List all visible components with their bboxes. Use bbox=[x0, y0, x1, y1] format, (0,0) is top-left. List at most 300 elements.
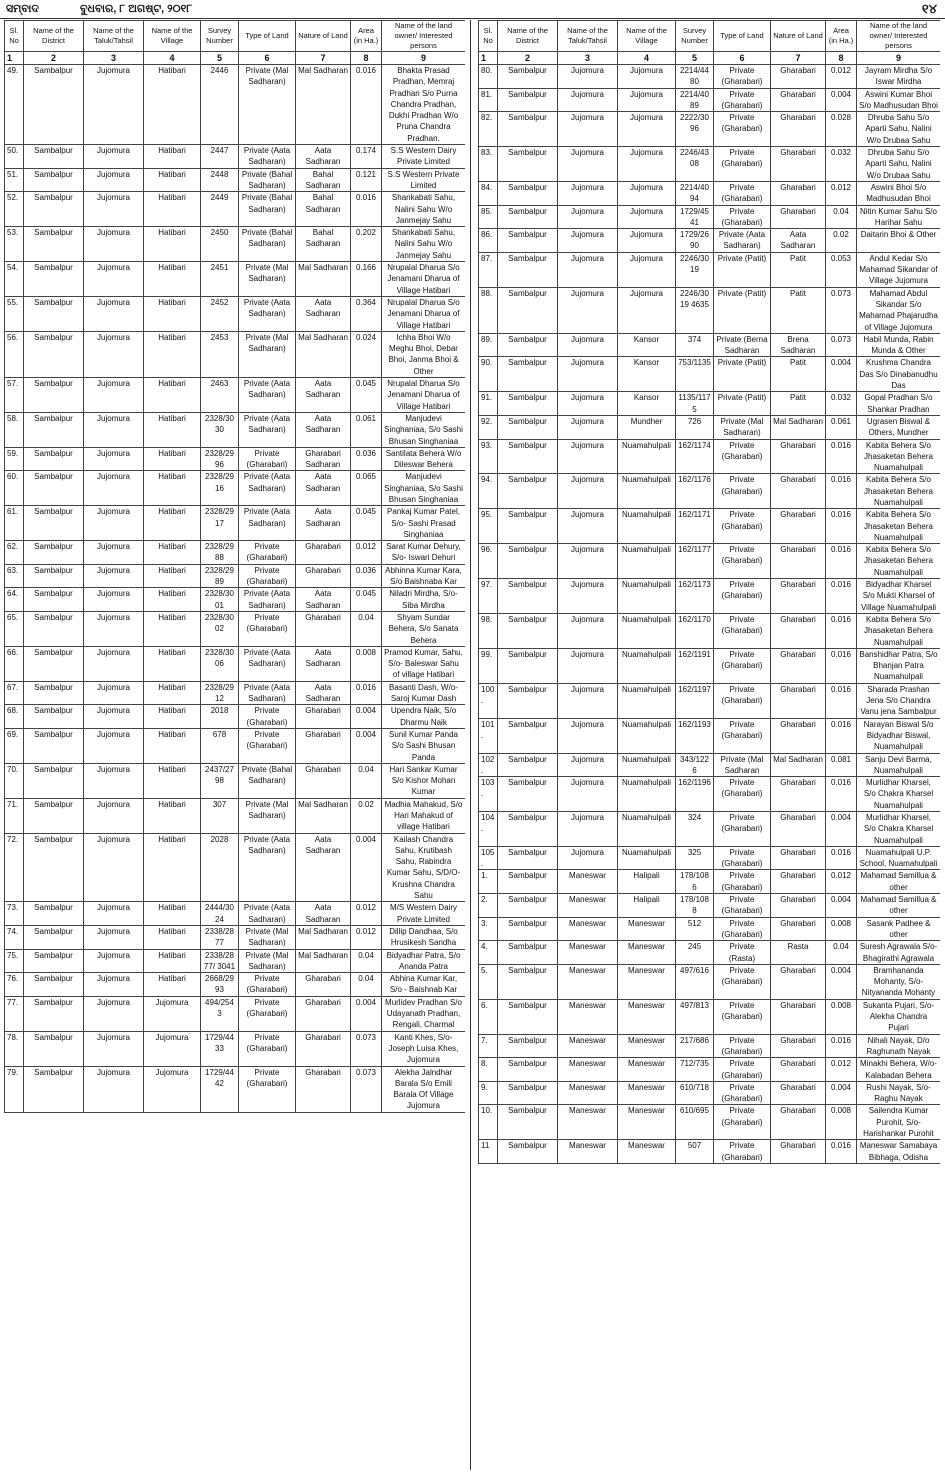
cell-tahsil: Maneswar bbox=[558, 1058, 618, 1082]
cell-land-nature: Gharabari bbox=[771, 65, 826, 89]
cell-area: 0.016 bbox=[826, 509, 857, 544]
header-village: Name of the Village bbox=[618, 21, 676, 52]
cell-land-type: Private (Mal Sadharan) bbox=[239, 798, 296, 833]
cell-survey-number: 2328/2917 bbox=[201, 506, 239, 541]
cell-village: Hatibari bbox=[144, 902, 201, 926]
header-land-type: Type of Land bbox=[714, 21, 771, 52]
cell-sl-no: 54. bbox=[5, 262, 24, 297]
cell-village: Maneswar bbox=[618, 1140, 676, 1164]
cell-tahsil: Jujomura bbox=[84, 833, 144, 902]
cell-survey-number: 162/1171 bbox=[676, 509, 714, 544]
cell-sl-no: 8. bbox=[479, 1058, 498, 1082]
cell-area: 0.174 bbox=[351, 145, 382, 169]
cell-area: 0.016 bbox=[826, 439, 857, 474]
cell-land-type: Private (Patit) bbox=[714, 252, 771, 287]
cell-village: Nuamahulpali bbox=[618, 613, 676, 648]
table-row bbox=[479, 999, 941, 1034]
cell-village: Nuamahulpali bbox=[618, 846, 676, 870]
cell-tahsil: Jujomura bbox=[558, 181, 618, 205]
cell-survey-number: 2328/2988 bbox=[201, 541, 239, 565]
cell-owner: Mahamad Samillua & other bbox=[857, 870, 941, 894]
cell-district: Sambalpur bbox=[24, 1031, 84, 1066]
cell-tahsil: Jujomura bbox=[558, 812, 618, 847]
cell-owner: Manjudevi Singhaniaa, S/o Sashi Bhusan Singhaniaa bbox=[382, 412, 466, 447]
cell-land-type: Private (Gharabari) bbox=[714, 812, 771, 847]
cell-district: Sambalpur bbox=[24, 611, 84, 646]
cell-village: Hatibari bbox=[144, 611, 201, 646]
cell-land-type: Private (Gharabari) bbox=[714, 1105, 771, 1140]
table-row bbox=[5, 447, 466, 471]
cell-land-type: Private (Aata Sadharan) bbox=[239, 296, 296, 331]
cell-sl-no: 79. bbox=[5, 1066, 24, 1112]
cell-district: Sambalpur bbox=[24, 973, 84, 997]
cell-tahsil: Jujomura bbox=[558, 683, 618, 718]
cell-owner: Minakhi Behera, W/o- Kalabadan Behera bbox=[857, 1058, 941, 1082]
cell-land-nature: Brena Sadharan bbox=[771, 333, 826, 357]
cell-sl-no: 100. bbox=[479, 683, 498, 718]
cell-land-type: Private (Gharabari) bbox=[714, 205, 771, 229]
cell-owner: Andul Kedar S/o Mahamad Sikandar of Village Jujomura bbox=[857, 252, 941, 287]
cell-owner: Narayan Biswal S/o Bidyadhar Biswal, Nuamahulpali bbox=[857, 718, 941, 753]
table-row bbox=[5, 506, 466, 541]
cell-district: Sambalpur bbox=[498, 812, 558, 847]
page-number: ୧୪ bbox=[921, 1, 937, 16]
cell-sl-no: 75. bbox=[5, 949, 24, 973]
cell-sl-no: 1. bbox=[479, 870, 498, 894]
cell-land-type: Private (Mal Sadharan) bbox=[239, 925, 296, 949]
cell-land-type: Private (Gharabari) bbox=[714, 894, 771, 918]
cell-tahsil: Jujomura bbox=[558, 252, 618, 287]
header-survey-number: Survey Number bbox=[676, 21, 714, 52]
cell-land-type: Private (Gharabari) bbox=[714, 964, 771, 999]
cell-land-nature: Gharabari bbox=[771, 1140, 826, 1164]
cell-survey-number: 2449 bbox=[201, 192, 239, 227]
cell-owner: Aswini Kumar Bhoi S/o Madhusudan Bhoi bbox=[857, 88, 941, 112]
cell-sl-no: 87. bbox=[479, 252, 498, 287]
cell-land-nature: Mal Sadharan bbox=[296, 262, 351, 297]
cell-land-type: Private (Gharabari) bbox=[714, 1140, 771, 1164]
cell-village: Jujomura bbox=[618, 88, 676, 112]
left-column bbox=[4, 20, 465, 1470]
right-column bbox=[478, 20, 940, 1470]
cell-area: 0.012 bbox=[826, 870, 857, 894]
table-row bbox=[5, 833, 466, 902]
cell-sl-no: 91. bbox=[479, 392, 498, 416]
cell-owner: Nihali Nayak, D/o Raghunath Nayak bbox=[857, 1034, 941, 1058]
cell-village: Hatibari bbox=[144, 262, 201, 297]
cell-village: Hatibari bbox=[144, 192, 201, 227]
cell-survey-number: 1729/4541 bbox=[676, 205, 714, 229]
cell-district: Sambalpur bbox=[498, 1058, 558, 1082]
cell-owner: Maneswar Samabaya Bibhaga, Odisha bbox=[857, 1140, 941, 1164]
cell-land-type: Private (Bahal Sadharan) bbox=[239, 168, 296, 192]
cell-area: 0.073 bbox=[351, 1066, 382, 1112]
cell-land-nature: Aata Sadharan bbox=[296, 588, 351, 612]
cell-sl-no: 63. bbox=[5, 564, 24, 588]
cell-area: 0.04 bbox=[826, 941, 857, 965]
cell-area: 0.004 bbox=[826, 812, 857, 847]
cell-district: Sambalpur bbox=[498, 357, 558, 392]
cell-village: Nuamahulpali bbox=[618, 509, 676, 544]
table-row bbox=[5, 705, 466, 729]
cell-sl-no: 77. bbox=[5, 996, 24, 1031]
cell-area: 0.036 bbox=[351, 447, 382, 471]
cell-land-nature: Gharabari bbox=[771, 648, 826, 683]
cell-area: 0.012 bbox=[351, 925, 382, 949]
cell-survey-number: 2328/3030 bbox=[201, 412, 239, 447]
cell-owner: Shankabati Sahu, Nalini Sahu W/o Janmejay Sahu bbox=[382, 192, 466, 227]
cell-tahsil: Jujomura bbox=[558, 65, 618, 89]
cell-tahsil: Maneswar bbox=[558, 1105, 618, 1140]
cell-land-nature: Patit bbox=[771, 252, 826, 287]
cell-district: Sambalpur bbox=[24, 412, 84, 447]
cell-owner: Kabita Behera S/o Jhasaketan Behera Nuamahulpali bbox=[857, 474, 941, 509]
cell-owner: Abhina Kumar Kar, S/o - Baishnab Kar bbox=[382, 973, 466, 997]
table-row bbox=[479, 181, 941, 205]
cell-survey-number: 2448 bbox=[201, 168, 239, 192]
cell-area: 0.016 bbox=[351, 192, 382, 227]
cell-tahsil: Jujomura bbox=[84, 412, 144, 447]
cell-survey-number: 162/1176 bbox=[676, 474, 714, 509]
cell-tahsil: Maneswar bbox=[558, 1034, 618, 1058]
cell-area: 0.016 bbox=[826, 579, 857, 614]
cell-owner: Hari Sankar Kumar S/o Kishor Mohan Kumar bbox=[382, 763, 466, 798]
cell-survey-number: 2328/2916 bbox=[201, 471, 239, 506]
cell-land-nature: Mal Sadharan bbox=[771, 753, 826, 777]
cell-area: 0.004 bbox=[826, 88, 857, 112]
cell-village: Maneswar bbox=[618, 964, 676, 999]
cell-village: Hatibari bbox=[144, 705, 201, 729]
cell-tahsil: Jujomura bbox=[558, 579, 618, 614]
cell-owner: Dillip Dandhaa, S/o Hrusikesh Sandha bbox=[382, 925, 466, 949]
cell-sl-no: 10. bbox=[479, 1105, 498, 1140]
cell-owner: Sunil Kumar Panda S/o Sashi Bhusan Panda bbox=[382, 728, 466, 763]
cell-sl-no: 81. bbox=[479, 88, 498, 112]
header-tahsil: Name of the Taluk/Tahsil bbox=[84, 21, 144, 52]
cell-district: Sambalpur bbox=[498, 999, 558, 1034]
header-land-nature: Nature of Land bbox=[296, 21, 351, 52]
cell-survey-number: 2328/2912 bbox=[201, 681, 239, 705]
cell-sl-no: 102. bbox=[479, 753, 498, 777]
cell-tahsil: Jujomura bbox=[84, 902, 144, 926]
cell-sl-no: 101. bbox=[479, 718, 498, 753]
cell-land-nature: Gharabari bbox=[296, 564, 351, 588]
cell-district: Sambalpur bbox=[24, 925, 84, 949]
cell-district: Sambalpur bbox=[24, 331, 84, 377]
table-row bbox=[479, 474, 941, 509]
table-row bbox=[479, 964, 941, 999]
cell-area: 0.073 bbox=[826, 287, 857, 333]
cell-tahsil: Jujomura bbox=[558, 648, 618, 683]
cell-land-type: Private (Gharabari) bbox=[239, 1031, 296, 1066]
cell-village: Mundher bbox=[618, 415, 676, 439]
cell-district: Sambalpur bbox=[24, 447, 84, 471]
cell-owner: Nrupalal Dharua S/o Jenamani Dharua of Village Hatibari bbox=[382, 296, 466, 331]
cell-area: 0.008 bbox=[826, 917, 857, 941]
cell-owner: Manjudevi Singhaniaa, S/o Sashi Bhusan Singhaniaa bbox=[382, 471, 466, 506]
cell-sl-no: 2. bbox=[479, 894, 498, 918]
column-number: 9 bbox=[382, 52, 466, 65]
cell-area: 0.053 bbox=[826, 252, 857, 287]
cell-land-type: Private (Patit) bbox=[714, 287, 771, 333]
column-number: 6 bbox=[714, 52, 771, 65]
cell-district: Sambalpur bbox=[498, 439, 558, 474]
cell-village: Hatibari bbox=[144, 296, 201, 331]
cell-land-type: Private (Gharabari) bbox=[714, 509, 771, 544]
cell-sl-no: 103. bbox=[479, 777, 498, 812]
cell-land-type: Private (Gharabari) bbox=[714, 181, 771, 205]
cell-tahsil: Jujomura bbox=[558, 392, 618, 416]
cell-tahsil: Jujomura bbox=[84, 728, 144, 763]
cell-village: Nuamahulpali bbox=[618, 777, 676, 812]
cell-owner: Banshidhar Patra, S/o Bhanjan Patra Nuamahulpali bbox=[857, 648, 941, 683]
cell-land-type: Private (Gharabari) bbox=[714, 999, 771, 1034]
cell-survey-number: 178/1088 bbox=[676, 894, 714, 918]
cell-owner: Kanti Khes, S/o- Joseph Luisa Khes, Jujomura bbox=[382, 1031, 466, 1066]
cell-area: 0.016 bbox=[826, 1034, 857, 1058]
cell-area: 0.004 bbox=[351, 705, 382, 729]
table-row bbox=[479, 1140, 941, 1164]
cell-area: 0.04 bbox=[351, 973, 382, 997]
cell-sl-no: 9. bbox=[479, 1081, 498, 1105]
header-area: Area (in Ha.) bbox=[826, 21, 857, 52]
cell-owner: Alekha Jalndhar Barala S/o Emili Barala Of Village Jujomura bbox=[382, 1066, 466, 1112]
cell-land-nature: Bahal Sadharan bbox=[296, 227, 351, 262]
cell-land-type: Private (Aata Sadharan) bbox=[714, 229, 771, 253]
cell-district: Sambalpur bbox=[498, 613, 558, 648]
cell-tahsil: Jujomura bbox=[558, 287, 618, 333]
cell-land-type: Private (Gharabari) bbox=[714, 718, 771, 753]
table-row bbox=[5, 412, 466, 447]
cell-land-nature: Mal Sadharan bbox=[296, 331, 351, 377]
cell-sl-no: 104. bbox=[479, 812, 498, 847]
cell-survey-number: 2246/3019 bbox=[676, 252, 714, 287]
cell-owner: Shankabati Sahu, Nalini Sahu W/o Janmejay Sahu bbox=[382, 227, 466, 262]
cell-area: 0.016 bbox=[826, 474, 857, 509]
cell-sl-no: 61. bbox=[5, 506, 24, 541]
cell-land-type: Private (Berna Sadharan bbox=[714, 333, 771, 357]
cell-village: Hatibari bbox=[144, 412, 201, 447]
cell-survey-number: 512 bbox=[676, 917, 714, 941]
cell-owner: Jayram Mirdha S/o Iswar Mirdha bbox=[857, 65, 941, 89]
cell-land-nature: Gharabari bbox=[296, 1066, 351, 1112]
cell-district: Sambalpur bbox=[498, 1081, 558, 1105]
column-number: 1 bbox=[479, 52, 498, 65]
cell-district: Sambalpur bbox=[24, 145, 84, 169]
header-area: Area (in Ha.) bbox=[351, 21, 382, 52]
cell-land-type: Private (Gharabari) bbox=[239, 973, 296, 997]
cell-land-type: Private (Gharabari) bbox=[239, 564, 296, 588]
cell-village: Jujomura bbox=[618, 112, 676, 147]
table-row bbox=[5, 925, 466, 949]
cell-land-nature: Gharabari bbox=[771, 870, 826, 894]
table-row bbox=[479, 846, 941, 870]
table-row bbox=[5, 973, 466, 997]
cell-owner: Bramhananda Mohanty, S/o- Nityananda Mohanty bbox=[857, 964, 941, 999]
cell-survey-number: 2444/3024 bbox=[201, 902, 239, 926]
cell-land-nature: Gharabari bbox=[771, 112, 826, 147]
cell-village: Maneswar bbox=[618, 941, 676, 965]
cell-district: Sambalpur bbox=[24, 1066, 84, 1112]
table-row bbox=[5, 471, 466, 506]
cell-sl-no: 59. bbox=[5, 447, 24, 471]
cell-land-type: Private (Gharabari) bbox=[714, 579, 771, 614]
cell-tahsil: Jujomura bbox=[558, 229, 618, 253]
cell-area: 0.045 bbox=[351, 506, 382, 541]
cell-survey-number: 217/686 bbox=[676, 1034, 714, 1058]
cell-land-type: Private (Mal Sadharan) bbox=[239, 331, 296, 377]
cell-area: 0.004 bbox=[826, 357, 857, 392]
cell-owner: Santilata Behera W/o Dileswar Behera bbox=[382, 447, 466, 471]
cell-land-type: Private (Aata Sadharan) bbox=[239, 378, 296, 413]
cell-land-type: Private (Gharabari) bbox=[714, 1058, 771, 1082]
column-number: 3 bbox=[84, 52, 144, 65]
table-row bbox=[479, 917, 941, 941]
cell-tahsil: Maneswar bbox=[558, 941, 618, 965]
cell-area: 0.065 bbox=[351, 471, 382, 506]
cell-owner: Shyam Sundar Behera, S/o Sanata Behera bbox=[382, 611, 466, 646]
cell-land-type: Private (Rasta) bbox=[714, 941, 771, 965]
cell-area: 0.032 bbox=[826, 392, 857, 416]
cell-area: 0.024 bbox=[351, 331, 382, 377]
cell-sl-no: 62. bbox=[5, 541, 24, 565]
cell-district: Sambalpur bbox=[24, 564, 84, 588]
cell-tahsil: Jujomura bbox=[84, 949, 144, 973]
cell-district: Sambalpur bbox=[24, 646, 84, 681]
cell-land-type: Private (Aata Sadharan) bbox=[239, 588, 296, 612]
cell-owner: Dhruba Sahu S/o Aparti Sahu, Nalini W/o Drubaa Sahu bbox=[857, 147, 941, 182]
cell-tahsil: Maneswar bbox=[558, 999, 618, 1034]
cell-survey-number: 162/1191 bbox=[676, 648, 714, 683]
cell-owner: Ugrasen Biswal & Others, Mundher bbox=[857, 415, 941, 439]
cell-survey-number: 2446 bbox=[201, 65, 239, 145]
cell-tahsil: Jujomura bbox=[558, 333, 618, 357]
cell-sl-no: 66. bbox=[5, 646, 24, 681]
cell-owner: Sanju Devi Barma, Nuamahulpali bbox=[857, 753, 941, 777]
cell-village: Hatibari bbox=[144, 588, 201, 612]
cell-district: Sambalpur bbox=[24, 168, 84, 192]
cell-sl-no: 90. bbox=[479, 357, 498, 392]
cell-village: Nuamahulpali bbox=[618, 579, 676, 614]
cell-tahsil: Jujomura bbox=[84, 378, 144, 413]
cell-owner: Nitin Kumar Sahu S/o Harihar Sahu bbox=[857, 205, 941, 229]
cell-village: Jujomura bbox=[618, 229, 676, 253]
cell-sl-no: 89. bbox=[479, 333, 498, 357]
cell-land-type: Private (Gharabari) bbox=[714, 544, 771, 579]
cell-land-nature: Gharabari bbox=[771, 439, 826, 474]
cell-village: Jujomura bbox=[144, 1031, 201, 1066]
column-number: 3 bbox=[558, 52, 618, 65]
cell-sl-no: 65. bbox=[5, 611, 24, 646]
cell-village: Nuamahulpali bbox=[618, 544, 676, 579]
cell-village: Hatibari bbox=[144, 378, 201, 413]
table-row bbox=[479, 205, 941, 229]
cell-area: 0.016 bbox=[826, 683, 857, 718]
cell-village: Hatibari bbox=[144, 506, 201, 541]
table-row bbox=[479, 894, 941, 918]
cell-land-type: Private (Gharabari) bbox=[714, 1081, 771, 1105]
cell-survey-number: 497/616 bbox=[676, 964, 714, 999]
cell-tahsil: Maneswar bbox=[558, 964, 618, 999]
table-row bbox=[5, 763, 466, 798]
cell-village: Kansor bbox=[618, 333, 676, 357]
table-row bbox=[5, 331, 466, 377]
cell-sl-no: 64. bbox=[5, 588, 24, 612]
cell-land-type: Private (Gharabari) bbox=[714, 474, 771, 509]
cell-village: Maneswar bbox=[618, 1081, 676, 1105]
page-header bbox=[0, 0, 945, 19]
column-header-row bbox=[479, 21, 941, 52]
cell-owner: S.S Western Dairy Private Limited bbox=[382, 145, 466, 169]
table-row bbox=[479, 777, 941, 812]
cell-area: 0.008 bbox=[826, 999, 857, 1034]
column-number: 2 bbox=[24, 52, 84, 65]
cell-area: 0.04 bbox=[351, 763, 382, 798]
cell-district: Sambalpur bbox=[498, 579, 558, 614]
cell-village: Hatibari bbox=[144, 646, 201, 681]
cell-survey-number: 324 bbox=[676, 812, 714, 847]
cell-village: Halipali bbox=[618, 894, 676, 918]
cell-district: Sambalpur bbox=[498, 147, 558, 182]
cell-sl-no: 84. bbox=[479, 181, 498, 205]
cell-survey-number: 374 bbox=[676, 333, 714, 357]
cell-sl-no: 72. bbox=[5, 833, 24, 902]
cell-land-nature: Mal Sadharan bbox=[296, 798, 351, 833]
cell-sl-no: 50. bbox=[5, 145, 24, 169]
cell-land-nature: Aata Sadharan bbox=[296, 506, 351, 541]
cell-district: Sambalpur bbox=[498, 333, 558, 357]
cell-district: Sambalpur bbox=[498, 777, 558, 812]
cell-district: Sambalpur bbox=[498, 229, 558, 253]
cell-area: 0.004 bbox=[826, 964, 857, 999]
table-row bbox=[5, 262, 466, 297]
table-row bbox=[5, 588, 466, 612]
cell-sl-no: 71. bbox=[5, 798, 24, 833]
cell-area: 0.04 bbox=[351, 949, 382, 973]
cell-tahsil: Jujomura bbox=[84, 681, 144, 705]
cell-land-nature: Bahal Sadharan bbox=[296, 168, 351, 192]
cell-district: Sambalpur bbox=[498, 544, 558, 579]
cell-land-type: Private (Aata Sadharan) bbox=[239, 646, 296, 681]
cell-district: Sambalpur bbox=[498, 870, 558, 894]
land-table-left bbox=[4, 20, 465, 1113]
cell-land-nature: Gharabari bbox=[771, 579, 826, 614]
cell-sl-no: 58. bbox=[5, 412, 24, 447]
table-row bbox=[479, 88, 941, 112]
cell-tahsil: Jujomura bbox=[84, 447, 144, 471]
cell-district: Sambalpur bbox=[498, 509, 558, 544]
cell-land-type: Private (Gharabari) bbox=[239, 541, 296, 565]
cell-survey-number: 2668/2993 bbox=[201, 973, 239, 997]
cell-area: 0.045 bbox=[351, 588, 382, 612]
cell-area: 0.008 bbox=[826, 1105, 857, 1140]
cell-area: 0.004 bbox=[826, 894, 857, 918]
cell-owner: Habil Munda, Rabin Munda & Other bbox=[857, 333, 941, 357]
cell-land-type: Private (Aata Sadharan) bbox=[239, 902, 296, 926]
cell-land-nature: Aata Sadharan bbox=[296, 646, 351, 681]
cell-sl-no: 76. bbox=[5, 973, 24, 997]
cell-survey-number: 1729/4442 bbox=[201, 1066, 239, 1112]
cell-area: 0.073 bbox=[826, 333, 857, 357]
cell-land-nature: Gharabari bbox=[771, 1058, 826, 1082]
cell-owner: Madhia Mahakud, S/o Hari Mahakud of village Hatibari bbox=[382, 798, 466, 833]
cell-land-nature: Gharabari bbox=[771, 205, 826, 229]
cell-survey-number: 2338/2877 bbox=[201, 925, 239, 949]
cell-sl-no: 95. bbox=[479, 509, 498, 544]
cell-tahsil: Jujomura bbox=[558, 415, 618, 439]
table-row bbox=[479, 439, 941, 474]
cell-sl-no: 60. bbox=[5, 471, 24, 506]
